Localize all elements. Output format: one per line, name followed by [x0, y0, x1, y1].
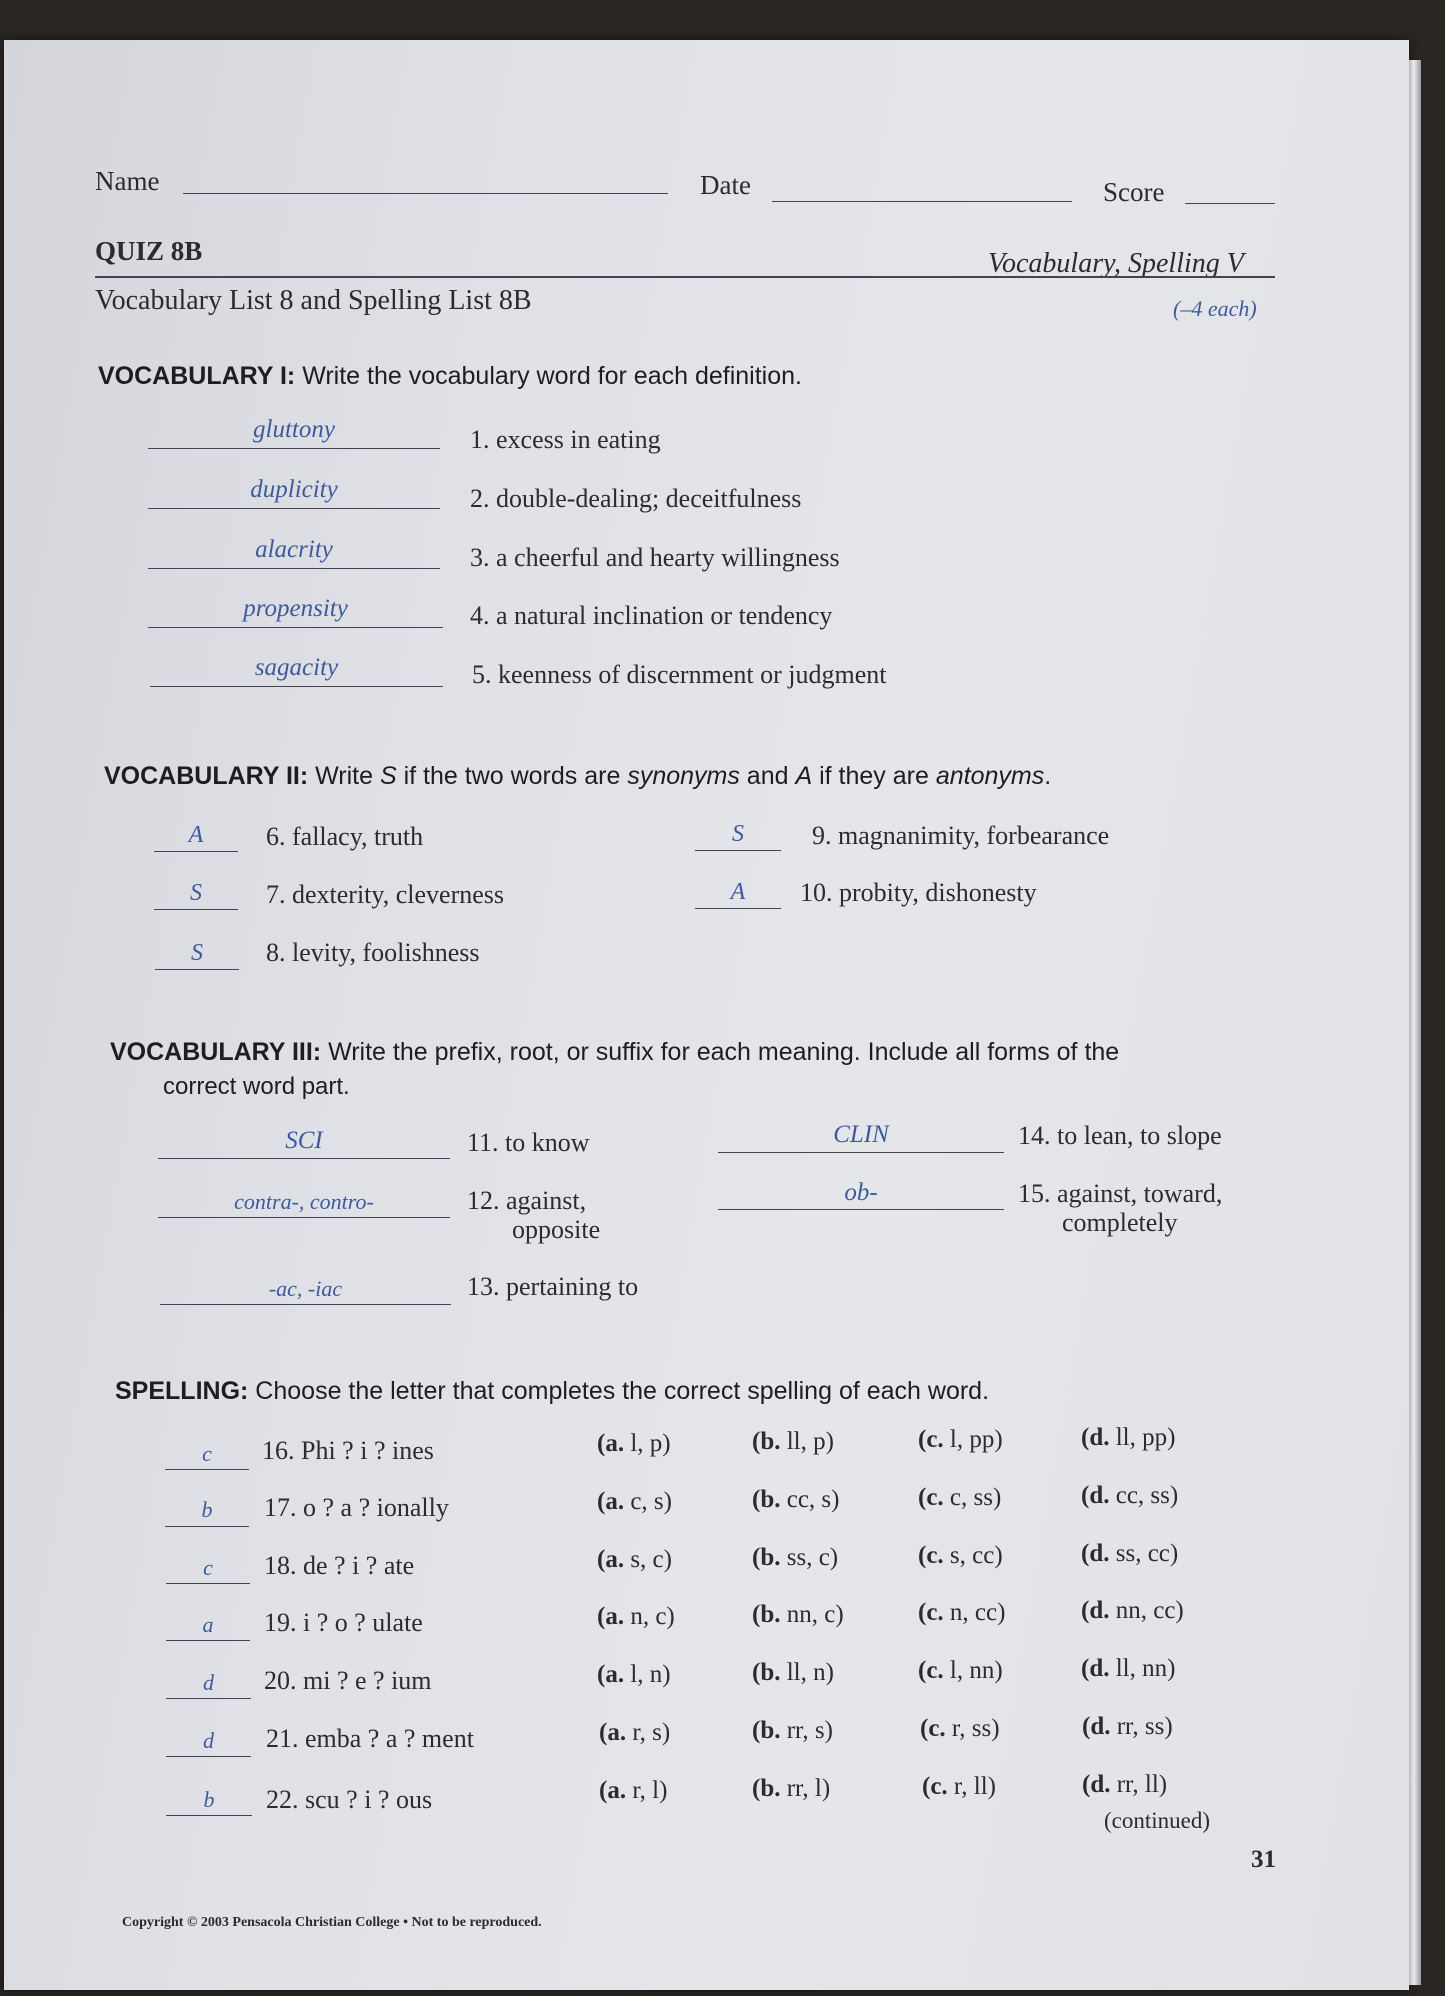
- option-a-22[interactable]: (a. r, l): [599, 1777, 668, 1804]
- answer-13: -ac, -iac: [268, 1276, 343, 1301]
- answer-4: propensity: [243, 595, 348, 622]
- option-d-22[interactable]: (d. rr, ll): [1082, 1771, 1168, 1798]
- vocab3-heading-row: [110, 1038, 1119, 1067]
- continued-note: (continued): [1104, 1808, 1211, 1833]
- answer-17: b: [201, 1497, 213, 1522]
- answer-6: A: [188, 822, 204, 848]
- word-pair-7: 7. dexterity, cleverness: [266, 880, 504, 909]
- answer-15: ob-: [844, 1179, 878, 1206]
- answer-22: b: [203, 1787, 215, 1812]
- answer-18: c: [203, 1555, 213, 1580]
- word-pair-9: 9. magnanimity, forbearance: [812, 821, 1110, 850]
- name-line: [183, 193, 668, 194]
- answer-7: S: [190, 880, 202, 906]
- vocab3-heading: VOCABULARY III:: [110, 1038, 322, 1066]
- spelling-word-22: 22. scu ? i ? ous: [266, 1785, 433, 1814]
- spelling-word-19: 19. i ? o ? ulate: [264, 1608, 423, 1637]
- option-c-17[interactable]: (c. c, ss): [918, 1484, 1002, 1511]
- page-number: 31: [1251, 1846, 1276, 1873]
- list-title: Vocabulary List 8 and Spelling List 8B: [95, 285, 532, 316]
- option-b-18[interactable]: (b. ss, c): [752, 1544, 839, 1571]
- vocab3-instruction-line2: correct word part.: [163, 1073, 350, 1100]
- spelling-word-18: 18. de ? i ? ate: [264, 1551, 415, 1580]
- vocab2-heading-row: [104, 762, 1051, 791]
- option-d-21[interactable]: (d. rr, ss): [1082, 1713, 1173, 1740]
- answer-line: [148, 508, 440, 509]
- score-line: [1185, 203, 1275, 204]
- answer-19: a: [202, 1612, 214, 1637]
- answer-line: [148, 627, 443, 628]
- spelling-heading-row: [115, 1377, 989, 1406]
- option-b-16[interactable]: (b. ll, p): [752, 1428, 834, 1455]
- answer-10: A: [730, 879, 746, 905]
- meaning-15-cont: completely: [1062, 1208, 1178, 1237]
- quiz-title: QUIZ 8B: [95, 236, 203, 266]
- option-c-19[interactable]: (c. n, cc): [918, 1599, 1006, 1626]
- answer-line: [166, 1815, 252, 1816]
- date-line: [772, 201, 1072, 202]
- answer-12: contra-, contro-: [234, 1189, 374, 1214]
- option-d-16[interactable]: (d. ll, pp): [1081, 1424, 1176, 1451]
- answer-line: [166, 1640, 250, 1641]
- answer-line: [166, 1583, 250, 1584]
- answer-line: [166, 1756, 251, 1757]
- meaning-12: 12. against,: [467, 1186, 587, 1215]
- name-label: Name: [95, 166, 160, 196]
- answer-line: [695, 850, 781, 851]
- spelling-word-20: 20. mi ? e ? ium: [264, 1666, 432, 1695]
- answer-line: [148, 568, 440, 569]
- spelling-heading: SPELLING:: [115, 1377, 249, 1405]
- word-pair-10: 10. probity, dishonesty: [800, 878, 1037, 907]
- option-c-16[interactable]: (c. l, pp): [918, 1426, 1003, 1453]
- answer-line: [158, 1158, 450, 1159]
- spelling-word-21: 21. emba ? a ? ment: [266, 1724, 474, 1753]
- answer-line: [154, 909, 238, 910]
- word-pair-8: 8. levity, foolishness: [266, 938, 480, 967]
- option-b-21[interactable]: (b. rr, s): [752, 1717, 833, 1744]
- option-a-18[interactable]: (a. s, c): [597, 1546, 672, 1573]
- vocab1-heading: VOCABULARY I:: [98, 362, 296, 390]
- quiz-subject: Vocabulary, Spelling V: [988, 248, 1244, 279]
- spelling-word-16: 16. Phi ? i ? ines: [262, 1436, 434, 1465]
- spelling-instruction: Choose the letter that completes the correct spelling of each word.: [255, 1377, 990, 1405]
- answer-9: S: [732, 821, 744, 847]
- option-a-16[interactable]: (a. l, p): [597, 1430, 671, 1457]
- vocab2-instruction: Write S if the two words are synonyms and A if they are antonyms.: [315, 762, 1052, 790]
- answer-line: [150, 686, 443, 687]
- answer-line: [695, 908, 781, 909]
- option-d-18[interactable]: (d. ss, cc): [1081, 1540, 1179, 1567]
- meaning-12-cont: opposite: [512, 1215, 601, 1244]
- option-d-19[interactable]: (d. nn, cc): [1081, 1597, 1184, 1624]
- definition-5: 5. keenness of discernment or judgment: [472, 660, 887, 689]
- option-b-22[interactable]: (b. rr, l): [752, 1775, 831, 1802]
- answer-8: S: [191, 940, 203, 966]
- answer-line: [154, 851, 238, 852]
- answer-line: [160, 1304, 451, 1305]
- answer-1: gluttony: [253, 416, 335, 443]
- page-stack-edge: [1409, 60, 1421, 1985]
- option-a-19[interactable]: (a. n, c): [597, 1603, 675, 1630]
- option-c-22[interactable]: (c. r, ll): [922, 1773, 996, 1800]
- word-pair-6: 6. fallacy, truth: [266, 822, 424, 851]
- meaning-15: 15. against, toward,: [1018, 1179, 1223, 1208]
- answer-11: SCI: [285, 1127, 323, 1154]
- answer-line: [148, 448, 440, 449]
- spelling-word-17: 17. o ? a ? ionally: [264, 1493, 449, 1522]
- copyright-notice: Copyright © 2003 Pensacola Christian College • Not to be reproduced.: [122, 1915, 542, 1930]
- option-d-20[interactable]: (d. ll, nn): [1081, 1655, 1176, 1682]
- option-c-21[interactable]: (c. r, ss): [920, 1715, 1000, 1742]
- definition-1: 1. excess in eating: [470, 425, 661, 454]
- date-label: Date: [700, 170, 751, 200]
- answer-line: [718, 1152, 1004, 1153]
- answer-line: [165, 1469, 249, 1470]
- answer-2: duplicity: [250, 476, 338, 503]
- answer-line: [158, 1217, 450, 1218]
- option-a-17[interactable]: (a. c, s): [597, 1488, 672, 1515]
- answer-16: c: [202, 1441, 212, 1466]
- option-d-17[interactable]: (d. cc, ss): [1081, 1482, 1179, 1509]
- vocab1-instruction: Write the vocabulary word for each definition.: [302, 362, 802, 390]
- meaning-14: 14. to lean, to slope: [1018, 1121, 1222, 1150]
- option-c-18[interactable]: (c. s, cc): [918, 1542, 1003, 1569]
- answer-21: d: [203, 1728, 214, 1753]
- option-b-20[interactable]: (b. ll, n): [752, 1659, 834, 1686]
- meaning-11: 11. to know: [467, 1128, 590, 1157]
- points-per-item: (–4 each): [1173, 296, 1257, 321]
- definition-2: 2. double-dealing; deceitfulness: [470, 484, 802, 513]
- answer-20: d: [203, 1670, 214, 1695]
- option-c-20[interactable]: (c. l, nn): [918, 1657, 1003, 1684]
- score-label: Score: [1103, 177, 1165, 207]
- vocab1-heading-row: [98, 362, 802, 391]
- vocab3-instruction-line1: Write the prefix, root, or suffix for each meaning. Include all forms of the: [328, 1038, 1120, 1066]
- answer-3: alacrity: [255, 536, 333, 563]
- option-a-20[interactable]: (a. l, n): [597, 1661, 671, 1688]
- option-a-21[interactable]: (a. r, s): [599, 1719, 671, 1746]
- meaning-13: 13. pertaining to: [467, 1272, 639, 1301]
- option-b-17[interactable]: (b. cc, s): [752, 1486, 840, 1513]
- definition-3: 3. a cheerful and hearty willingness: [470, 543, 840, 572]
- answer-line: [155, 969, 239, 970]
- option-b-19[interactable]: (b. nn, c): [752, 1601, 844, 1628]
- answer-14: CLIN: [833, 1121, 889, 1148]
- answer-line: [718, 1209, 1004, 1210]
- vocab2-heading: VOCABULARY II:: [104, 762, 309, 790]
- answer-line: [165, 1526, 249, 1527]
- answer-5: sagacity: [254, 654, 339, 681]
- header-rule: [95, 276, 1275, 278]
- answer-line: [166, 1698, 251, 1699]
- definition-4: 4. a natural inclination or tendency: [470, 601, 833, 630]
